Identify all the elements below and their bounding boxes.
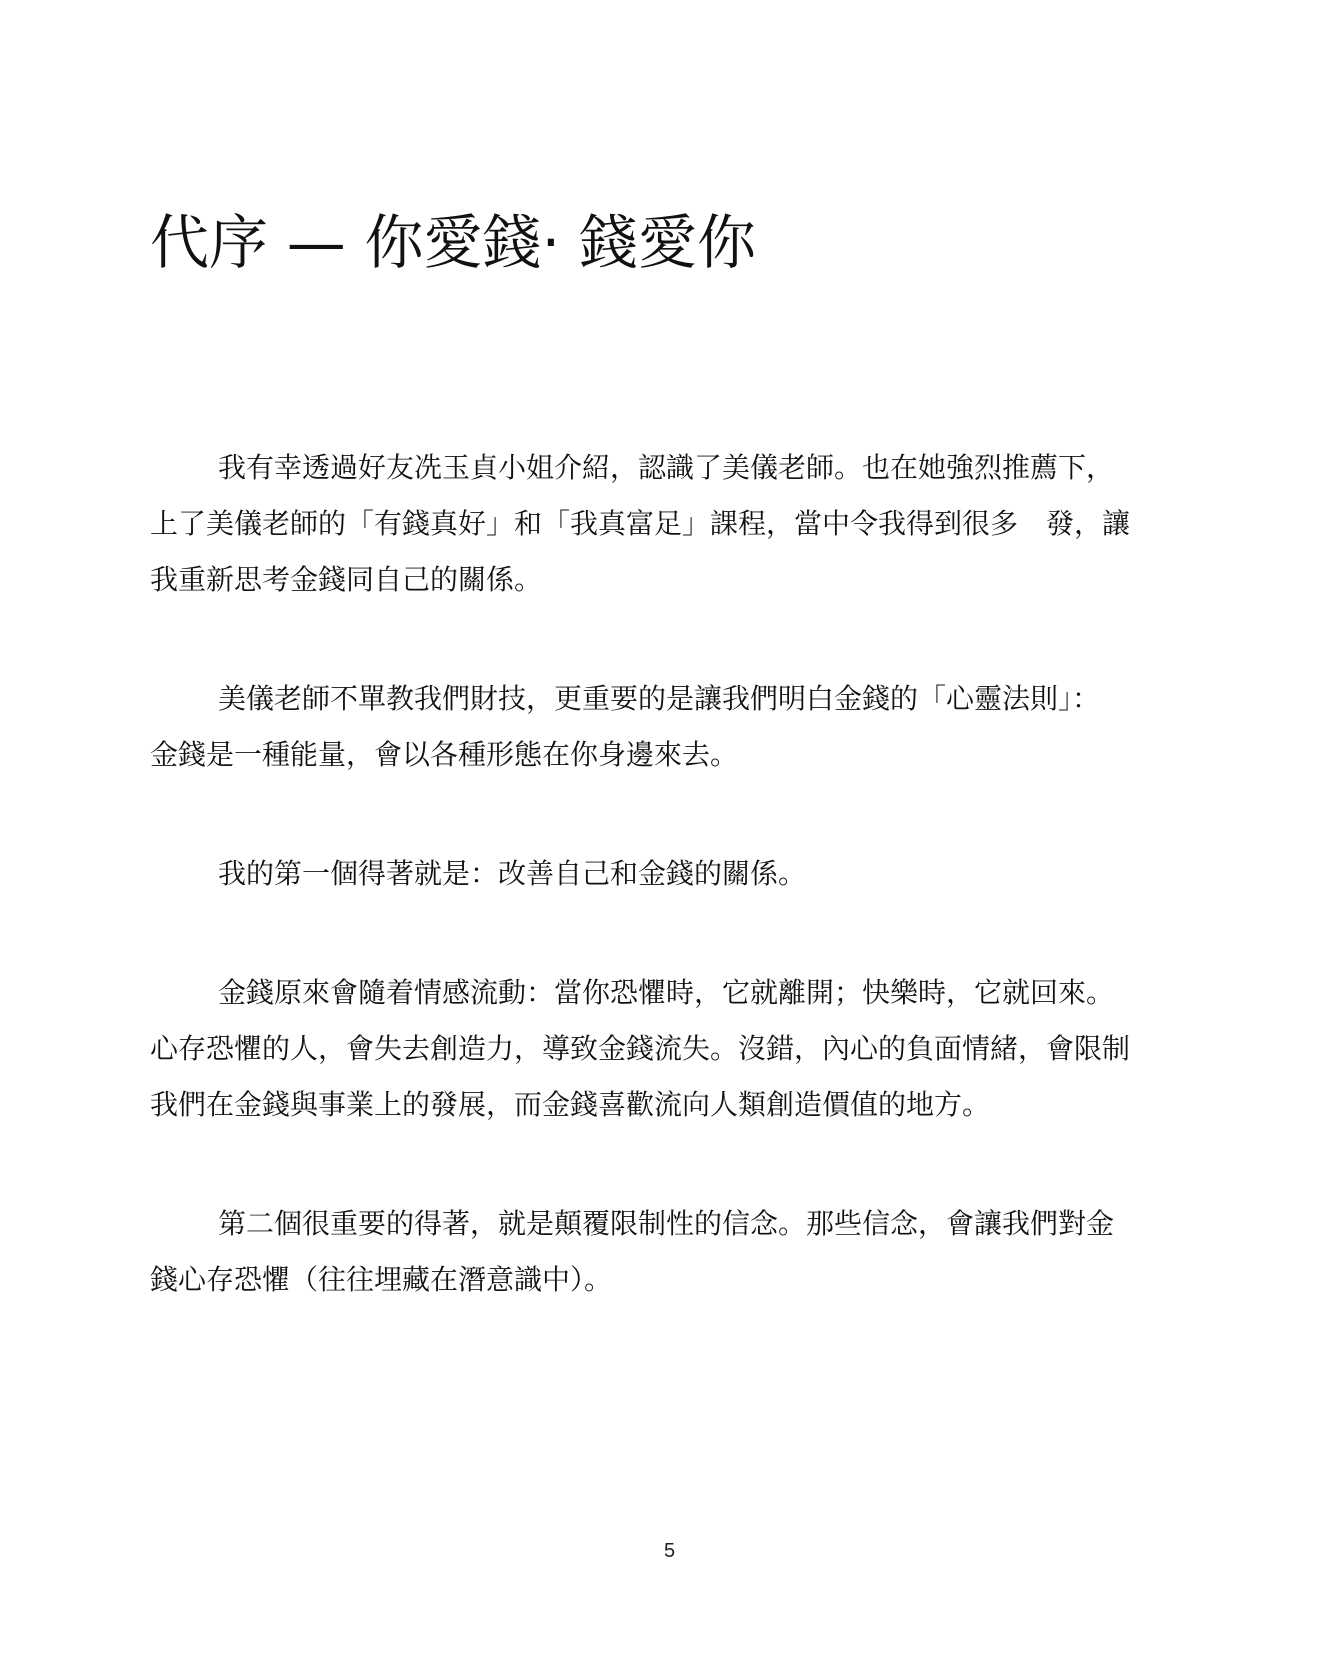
paragraph-4: [150, 965, 1180, 1133]
paragraph-line: 我的第一個得著就是：改善自己和金錢的關係。: [218, 857, 807, 890]
paragraph-1: [150, 440, 1180, 608]
paragraph-line: 我有幸透過好友冼玉貞小姐介紹，認識了美儀老師。也在她強烈推薦下，: [218, 451, 1115, 484]
paragraph-line: 上了美儀老師的「有錢真好」和「我真富足」課程，當中令我得到很多 發，讓: [150, 507, 1131, 540]
page-title: 代序 — 你愛錢· 錢愛你: [150, 208, 757, 277]
paragraph-5: [150, 1196, 1180, 1308]
page-number: 5: [663, 1540, 676, 1562]
paragraph-line: 美儀老師不單教我們財技，更重要的是讓我們明白金錢的「心靈法則」：: [218, 682, 1101, 715]
paragraph-line: 心存恐懼的人，會失去創造力，導致金錢流失。沒錯，內心的負面情緒，會限制: [150, 1032, 1131, 1065]
paragraph-line: 第二個很重要的得著，就是顛覆限制性的信念。那些信念，會讓我們對金: [218, 1207, 1115, 1240]
paragraph-3: [150, 846, 1180, 902]
paragraph-line: 錢心存恐懼（往往埋藏在潛意識中）。: [150, 1263, 613, 1296]
body-text: [150, 440, 1180, 1371]
paragraph-line: 金錢原來會隨着情感流動：當你恐懼時，它就離開；快樂時，它就回來。: [218, 976, 1115, 1009]
paragraph-line: 我重新思考金錢同自己的關係。: [150, 563, 543, 596]
paragraph-2: [150, 671, 1180, 783]
paragraph-line: 金錢是一種能量，會以各種形態在你身邊來去。: [150, 738, 739, 771]
paragraph-line: 我們在金錢與事業上的發展，而金錢喜歡流向人類創造價值的地方。: [150, 1088, 991, 1121]
